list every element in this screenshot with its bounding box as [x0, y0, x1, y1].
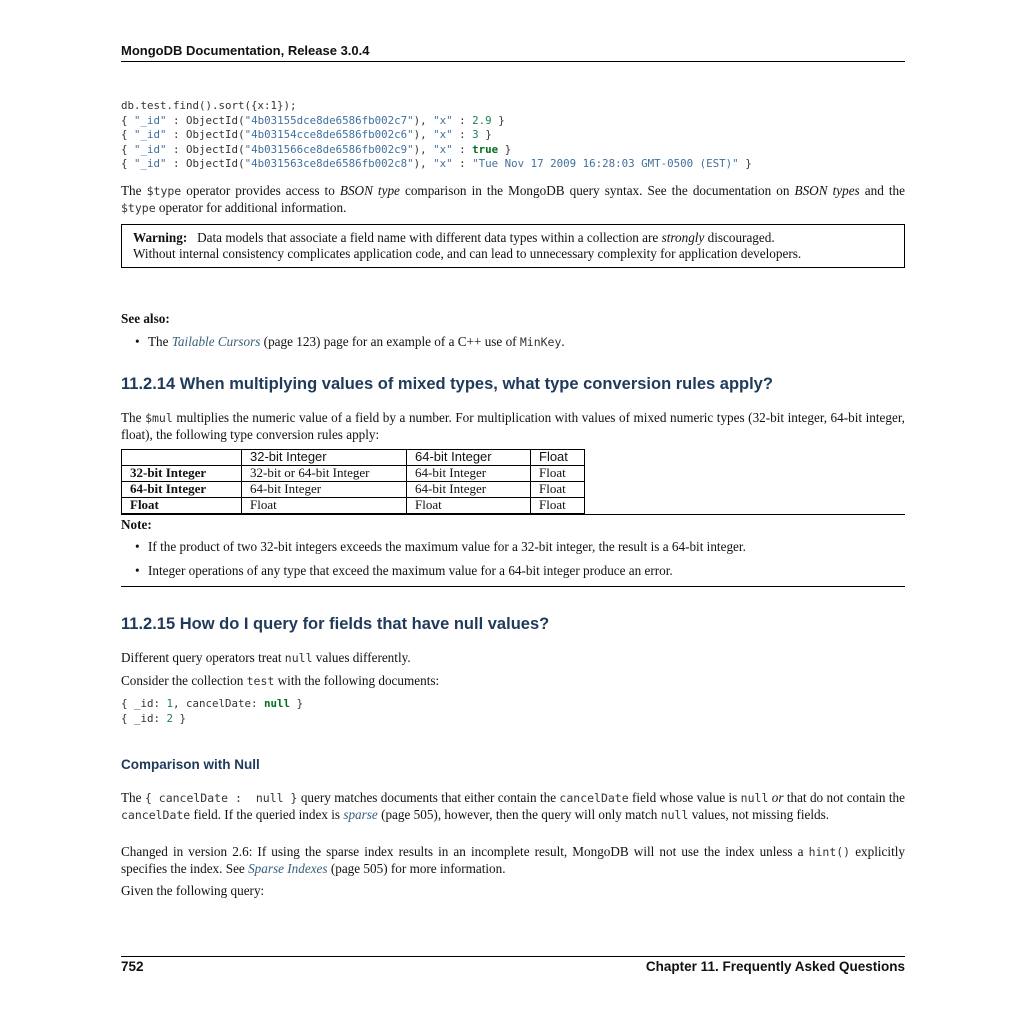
type-paragraph: The $type operator provides access to BSON type comparison in the MongoDB query syntax. See the documentation on BSON types and the $type operator for additional information. [121, 183, 905, 215]
warning-label: Warning: [133, 230, 188, 245]
subsection-heading-comparison: Comparison with Null [121, 757, 260, 772]
list-item: • Integer operations of any type that exceed the maximum value for a 64-bit integer produce an error. [148, 563, 905, 579]
page-footer [121, 956, 905, 974]
list-item: • The Tailable Cursors (page 123) page for an example of a C++ use of MinKey. [148, 334, 905, 351]
version-change-paragraph: Changed in version 2.6: If using the sparse index results in an incomplete result, MongoDB will not use the index unless a hint() explicitly specifies the index. See Sparse Indexes (page 505) for more information. [121, 844, 905, 876]
type-conversion-table [121, 449, 585, 514]
tailable-cursors-link[interactable]: Tailable Cursors [171, 334, 261, 349]
see-also-list [121, 334, 905, 351]
code-command: db.test.find().sort({x:1}); [121, 99, 297, 112]
table-row: 64-bit Integer 64-bit Integer 64-bit Integer Float [122, 482, 585, 498]
given-query-paragraph: Given the following query: [121, 883, 265, 898]
see-also-label: See also: [121, 311, 170, 326]
code-line: { "_id" : ObjectId("4b03155dce8de6586fb002c7"), "x" : 2.9 } [121, 113, 505, 127]
section-heading-11-2-14: 11.2.14 When multiplying values of mixed types, what type conversion rules apply? [121, 375, 773, 393]
sparse-link[interactable]: sparse [343, 806, 378, 822]
code-line: { "_id" : ObjectId("4b03154cce8de6586fb002c6"), "x" : 3 } [121, 128, 492, 141]
collection-paragraph: Consider the collection test with the following documents: [121, 673, 440, 688]
comparison-paragraph: The { cancelDate : null } query matches documents that either contain the cancelDate field whose value is null or that do not contain the cancelDate field. If the queried index is sparse (page 505), however, then the query will only match null values, not missing fields. [121, 790, 905, 822]
list-item: • If the product of two 32-bit integers exceeds the maximum value for a 32-bit integer, the result is a 64-bit integer. [148, 539, 905, 555]
running-header: MongoDB Documentation, Release 3.0.4 [121, 43, 905, 62]
note-list [121, 539, 905, 578]
null-intro-paragraph: Different query operators treat null values differently. [121, 650, 411, 665]
note-top-rule [121, 514, 905, 515]
code-line: { _id: 1, cancelDate: null } [121, 697, 304, 710]
table-row: 32-bit Integer 32-bit or 64-bit Integer 64-bit Integer Float [122, 466, 585, 482]
warning-line-1: Warning: Data models that associate a field name with different data types within a collection are strongly discouraged. [133, 230, 775, 245]
section-heading-11-2-15: 11.2.15 How do I query for fields that have null values? [121, 615, 550, 633]
code-block-documents [121, 697, 303, 726]
note-label: Note: [121, 517, 152, 532]
chapter-title: Chapter 11. Frequently Asked Questions [645, 959, 905, 974]
code-line: { "_id" : ObjectId("4b031563ce8de6586fb002c8"), "x" : "Tue Nov 17 2009 16:28:03 GMT-0500 (EST)" } [121, 157, 752, 170]
note-bottom-rule [121, 586, 905, 587]
mul-paragraph: The $mul multiplies the numeric value of a field by a number. For multiplication with values of mixed numeric types (32-bit integer, 64-bit integer, float), the following type conversion rules apply: [121, 410, 905, 442]
code-block-sort [121, 99, 752, 172]
code-line: { "_id" : ObjectId("4b031566ce8de6586fb002c9"), "x" : true } [121, 142, 512, 156]
warning-line-2: Without internal consistency complicates application code, and can lead to unnecessary complexity for application developers. [133, 245, 802, 261]
code-line: { _id: 2 } [121, 711, 187, 725]
page-number: 752 [121, 959, 144, 974]
warning-box [121, 224, 905, 268]
table-header-row: 32-bit Integer 64-bit Integer Float [122, 450, 585, 466]
sparse-indexes-link[interactable]: Sparse Indexes [248, 860, 328, 876]
table-row: Float Float Float Float [122, 498, 585, 514]
